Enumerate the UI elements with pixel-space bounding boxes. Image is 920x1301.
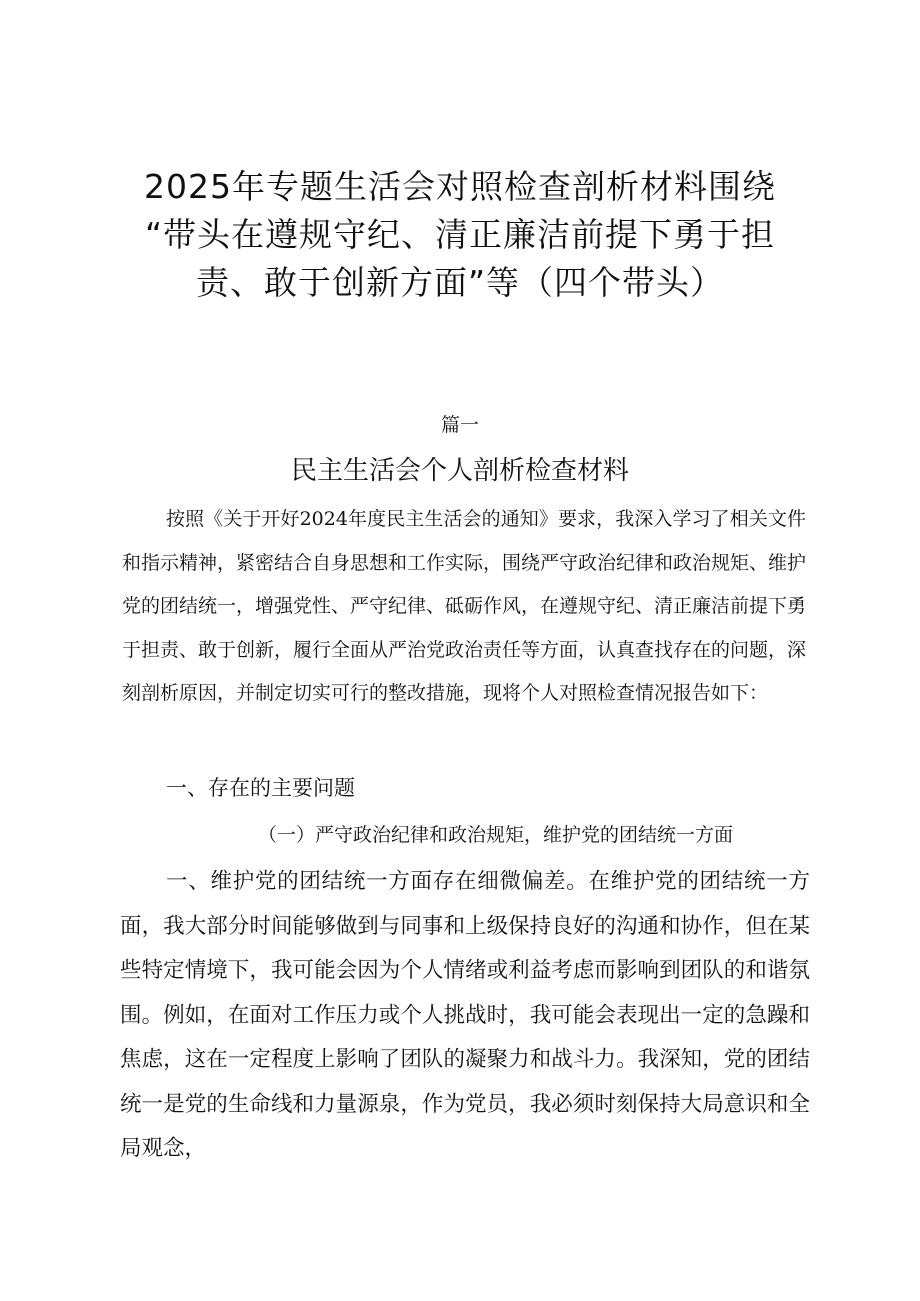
title-line-2: “带头在遵规守纪、清正廉洁前提下勇于担: [144, 215, 776, 254]
document-title: [100, 163, 820, 307]
level2-heading: （一）严守政治纪律和政治规矩，维护党的团结统一方面: [258, 824, 734, 846]
section-label: 篇一: [440, 414, 479, 436]
title-line-1: 2025年专题生活会对照检查剖析材料围绕: [144, 167, 776, 206]
title-line-3: 责、敢于创新方面”等（四个带头）: [195, 263, 725, 302]
level1-heading: 一、存在的主要问题: [166, 776, 355, 800]
body-paragraph: 一、维护党的团结统一方面存在细微偏差。在维护党的团结统一方面，我大部分时间能够做到与同事和上级保持良好的沟通和协作，但在某些特定情境下，我可能会因为个人情绪或利益考虑而影响到团队的和谐氛围。例如，在面对工作压力或个人挑战时，我可能会表现出一定的急躁和焦虑，这在一定程度上影响了团队的凝聚力和战斗力。我深知，党的团结统一是党的生命线和力量源泉，作为党员，我必须时刻保持大局意识和全局观念，: [120, 869, 810, 1161]
document-heading: 民主生活会个人剖析检查材料: [290, 456, 629, 486]
intro-paragraph: 按照《关于开好2024年度民主生活会的通知》要求，我深入学习了相关文件和指示精神，紧密结合自身思想和工作实际，围绕严守政治纪律和政治规矩、维护党的团结统一，增强党性、严守纪律、砥砺作风，在遵规守纪、清正廉洁前提下勇于担责、敢于创新，履行全面从严治党政治责任等方面，认真查找存在的问题，深刻剖析原因，并制定切实可行的整改措施，现将个人对照检查情况报告如下：: [122, 508, 807, 704]
